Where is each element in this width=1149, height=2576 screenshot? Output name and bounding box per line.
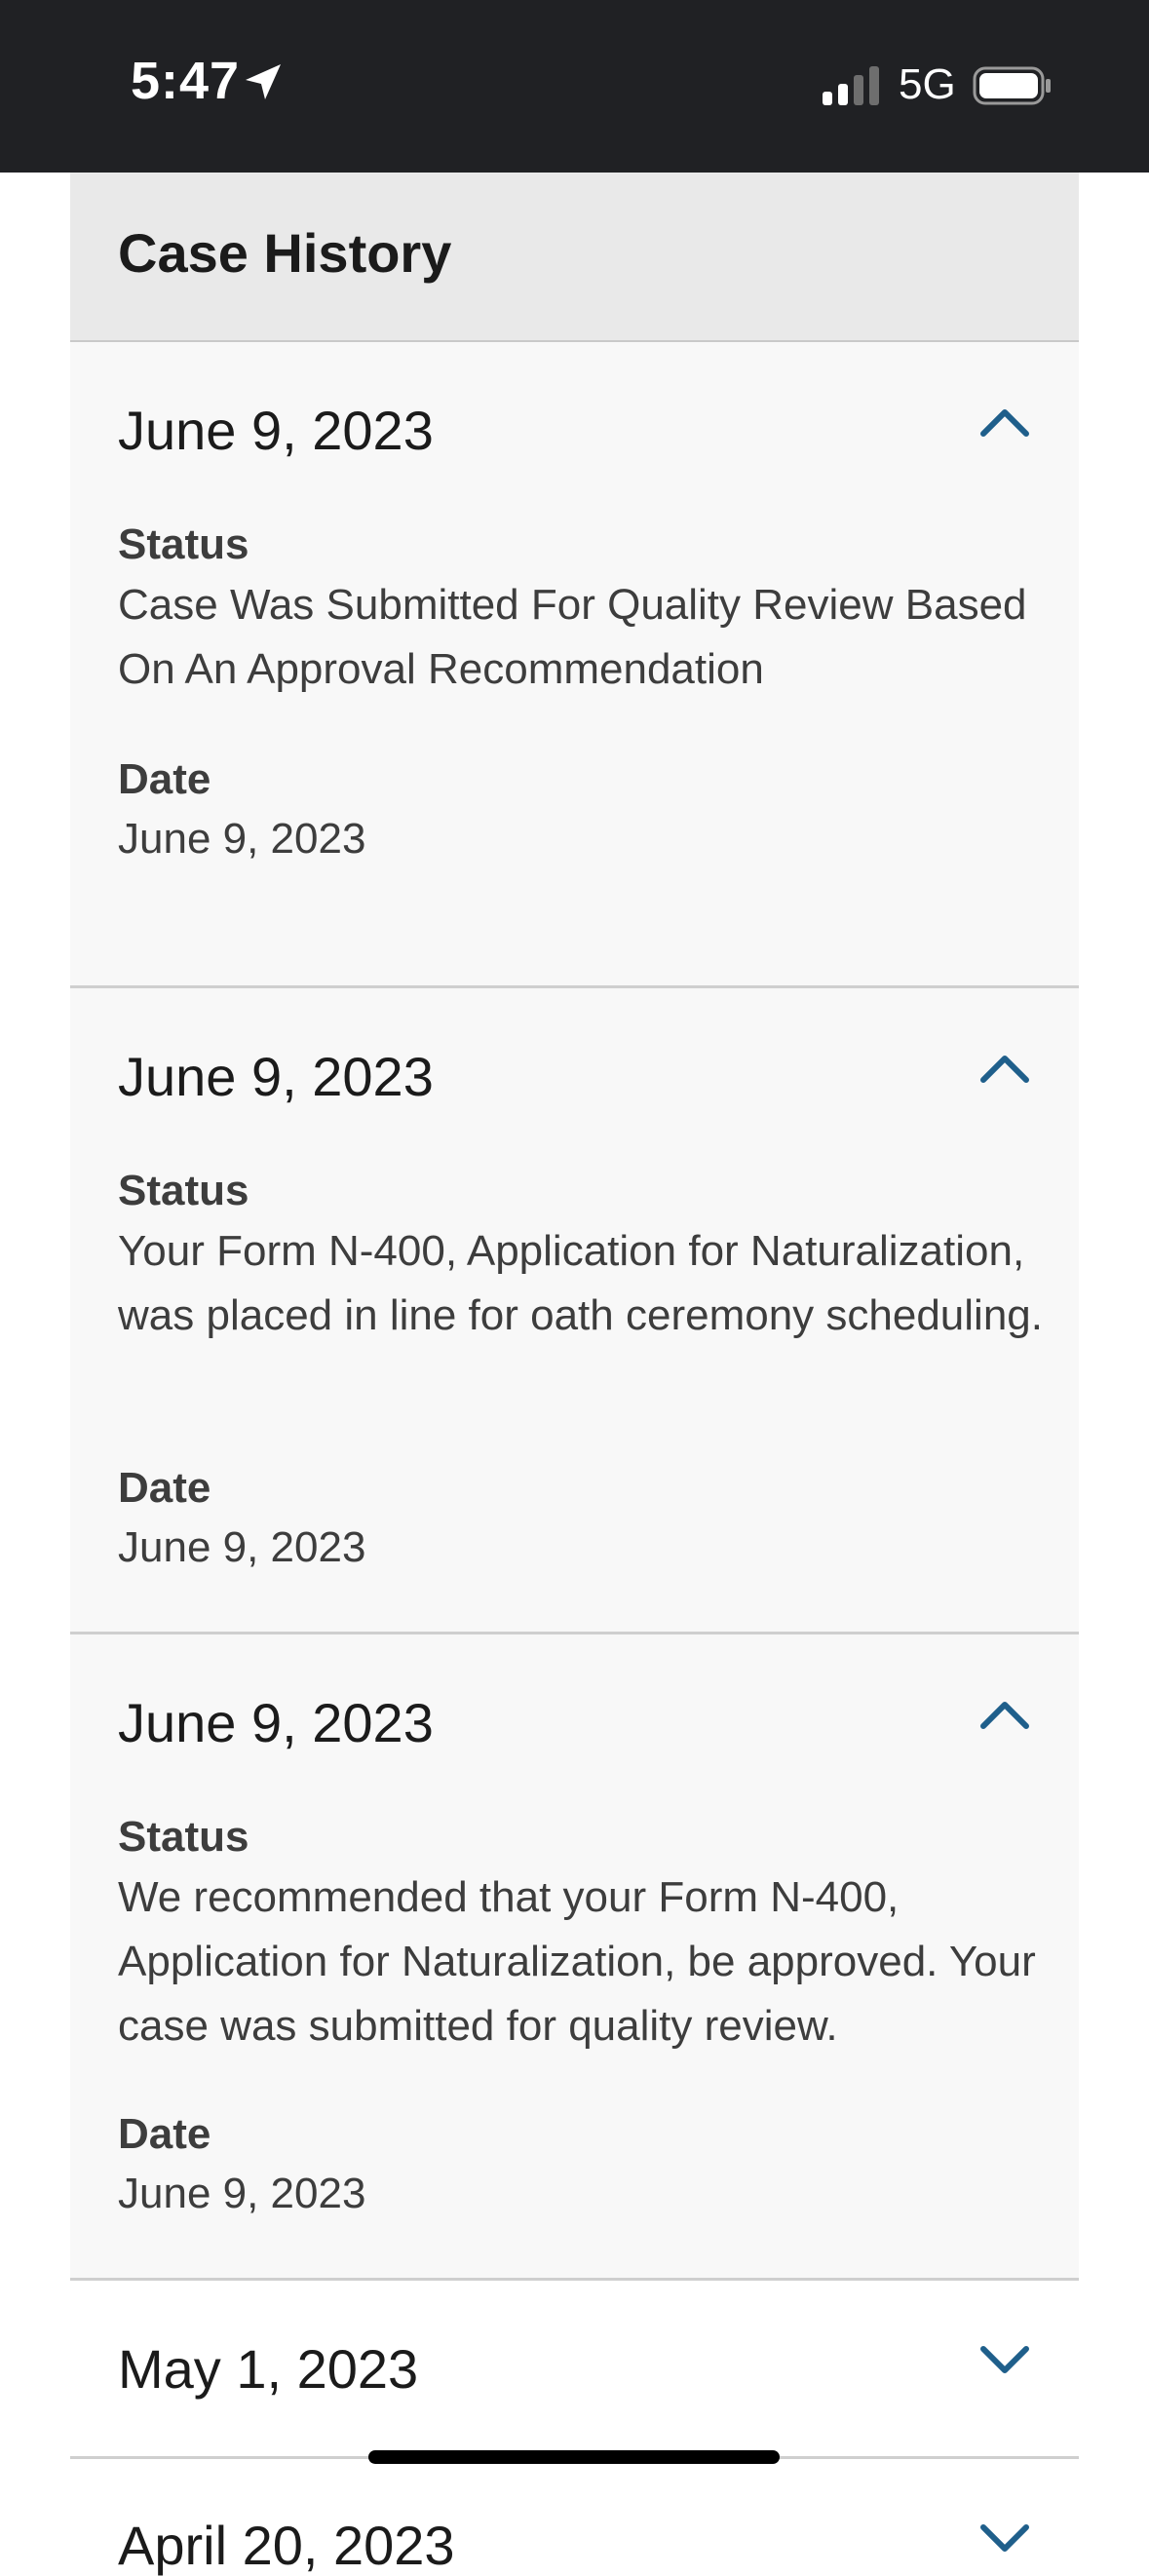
status-label: Status <box>118 1813 249 1861</box>
history-entry[interactable] <box>70 1634 1079 2281</box>
history-entry[interactable] <box>70 342 1079 988</box>
battery-icon <box>973 66 1053 105</box>
case-history-title: Case History <box>118 222 452 284</box>
status-label: Status <box>118 1167 249 1214</box>
case-history-header <box>70 173 1079 342</box>
network-label: 5G <box>899 60 956 108</box>
date-label: Date <box>118 2110 211 2158</box>
chevron-up-icon[interactable] <box>977 403 1032 442</box>
chevron-up-icon[interactable] <box>977 1049 1032 1088</box>
date-value: June 9, 2023 <box>118 1523 366 1571</box>
status-value: Case Was Submitted For Quality Review Based On An Approval Recommendation <box>118 581 1027 693</box>
history-entry[interactable] <box>70 2459 1079 2576</box>
status-label: Status <box>118 520 249 568</box>
date-label: Date <box>118 1464 211 1512</box>
date-value: June 9, 2023 <box>118 2170 366 2217</box>
cellular-signal-icon <box>823 66 881 105</box>
entry-date: April 20, 2023 <box>118 2515 455 2576</box>
entry-date: May 1, 2023 <box>118 2338 419 2400</box>
entry-date: June 9, 2023 <box>118 1692 434 1753</box>
chevron-up-icon[interactable] <box>977 1695 1032 1734</box>
chevron-down-icon[interactable] <box>977 2519 1032 2558</box>
case-history-panel <box>70 173 1079 2576</box>
history-entry[interactable] <box>70 2281 1079 2459</box>
status-value: We recommended that your Form N-400, Application for Naturalization, be approved. Your case was submitted for quality review. <box>118 1873 1036 2050</box>
status-value: Your Form N-400, Application for Naturalization, was placed in line for oath ceremony scheduling. <box>118 1227 1043 1339</box>
date-label: Date <box>118 755 211 803</box>
entry-date: June 9, 2023 <box>118 1046 434 1107</box>
location-arrow-icon <box>242 60 285 103</box>
status-time: 5:47 <box>131 52 241 110</box>
status-bar <box>0 0 1149 173</box>
home-indicator[interactable] <box>368 2450 780 2464</box>
entry-date: June 9, 2023 <box>118 400 434 461</box>
date-value: June 9, 2023 <box>118 815 366 863</box>
chevron-down-icon[interactable] <box>977 2341 1032 2380</box>
history-entry[interactable] <box>70 988 1079 1634</box>
